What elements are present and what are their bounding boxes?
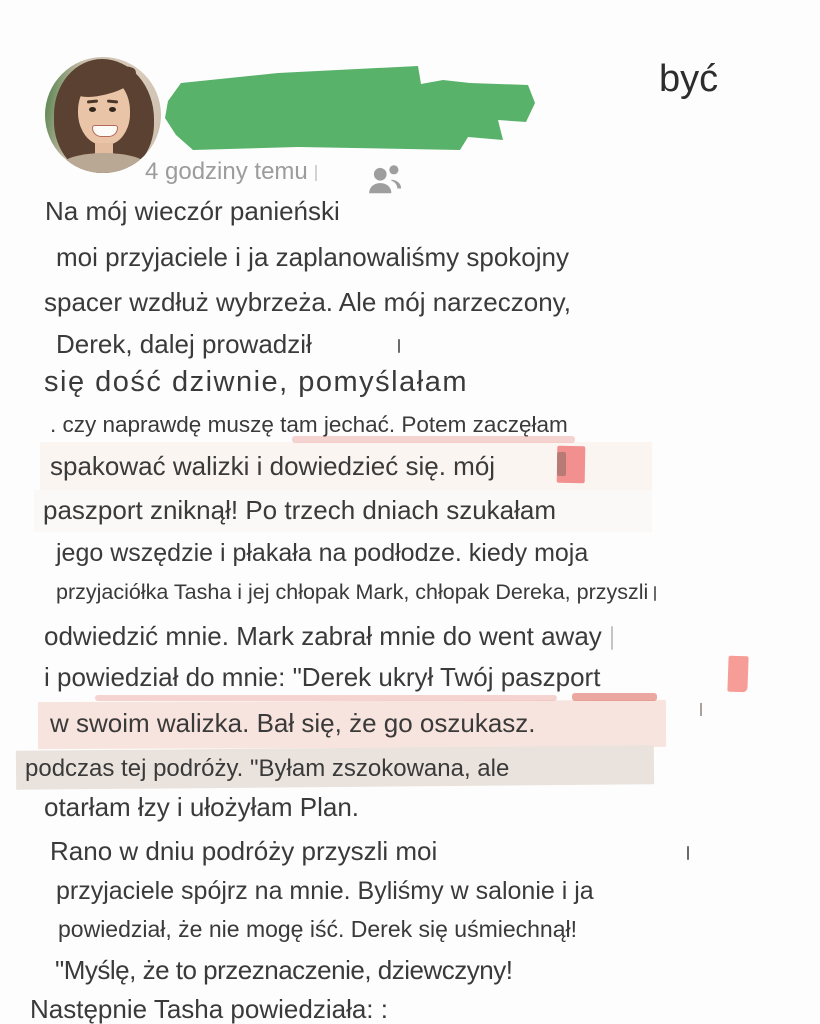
post-line: "Myślę, że to przeznaczenie, dziewczyny! (55, 955, 513, 985)
timestamp: 4 godziny temu (145, 158, 308, 185)
redaction-mark-smudge (557, 452, 566, 476)
post-line: podczas tej podróży. "Byłam zszokowana, ale (25, 755, 510, 782)
marker-smear (95, 695, 557, 701)
post-line: paszport zniknął! Po trzech dniach szukałam (43, 495, 557, 525)
post-line: przyjaciele spójrz na mnie. Byliśmy w salonie i ja (56, 877, 594, 905)
stray-mark (398, 339, 400, 353)
post-line: w swoim walizka. Bał się, że go oszukasz. (50, 708, 536, 738)
post-line: spakować walizki i dowiedzieć się. mój (50, 451, 496, 481)
name-redaction-scribble (163, 57, 543, 157)
stray-mark (687, 846, 689, 860)
post-line: jego wszędzie i płakała na podłodze. kiedy moja (56, 539, 589, 567)
avatar[interactable] (45, 57, 161, 173)
friends-icon (366, 160, 404, 198)
stray-mark (315, 165, 317, 181)
post-line: powiedział, że nie mogę iść. Derek się uśmiechnął! (58, 916, 578, 942)
post-line: i powiedział do mnie: "Derek ukrył Twój paszport (44, 662, 601, 692)
redaction-mark (727, 656, 748, 693)
post-line: Następnie Tasha powiedziała: : (30, 994, 388, 1024)
post-line: moi przyjaciele i ja zaplanowaliśmy spokojny (56, 242, 569, 272)
post-line: Rano w dniu podróży przyszli moi (50, 836, 689, 867)
stray-mark (654, 586, 656, 601)
post-line: odwiedzić mnie. Mark zabrał mnie do went away (44, 621, 613, 652)
post-line: przyjaciółka Tasha i jej chłopak Mark, chłopak Dereka, przyszli (56, 580, 656, 605)
post-line: spacer wzdłuż wybrzeża. Ale mój narzeczony, (44, 287, 571, 317)
post-meta (145, 158, 317, 186)
post-line: otarłam łzy i ułożyłam Plan. (44, 792, 359, 822)
stray-mark (700, 703, 702, 716)
marker-smear (572, 693, 657, 701)
post-line: się dość dziwnie, pomyślałam (44, 366, 468, 398)
corner-word: być (659, 58, 719, 100)
stray-mark (611, 626, 613, 650)
post-line: Derek, dalej prowadził (56, 329, 400, 360)
post-line: . czy naprawdę muszę tam jechać. Potem zaczęłam (50, 412, 568, 437)
post-line: Na mój wieczór panieński (45, 196, 340, 226)
